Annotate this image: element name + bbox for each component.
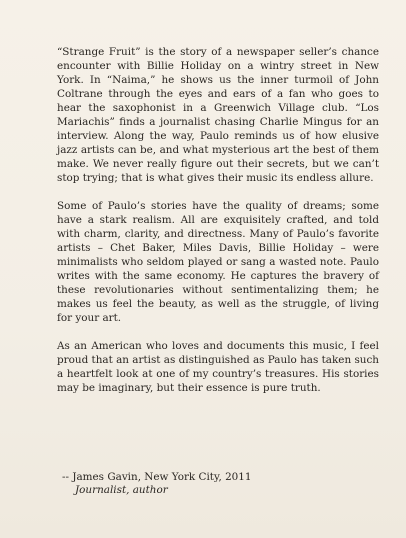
body-text xyxy=(57,45,379,409)
paragraph-2: Some of Paulo’s stories have the quality of dreams; some have a stark realism. All are exquisitely crafted, and told with charm, clarity, and directness. Many of Paulo’s favorite artists – Chet Baker, Miles Davis, Billie Holiday – were minimalists who seldom played or sang a wasted note. Paulo writes with the same economy. He captures the bravery of these revolutionaries without sentimentalizing them; he makes us feel the beauty, as well as the struggle, of living for your art. xyxy=(57,200,379,324)
paragraph-1: “Strange Fruit” is the story of a newspaper seller’s chance encounter with Billie Holiday on a wintry street in New York. In “Naima,” he shows us the inner turmoil of John Coltrane through the eyes and ears of a fan who goes to hear the saxophonist in a Greenwich Village club. “Los Mariachis” finds a journalist chasing Charlie Mingus for an interview. Along the way, Paulo reminds us of how elusive jazz artists can be, and what mysterious art the best of them make. We never really figure out their secrets, but we can’t stop trying; that is what gives their music its endless allure. xyxy=(57,46,379,184)
signature-role: Journalist, author xyxy=(75,484,168,496)
paragraph-3: As an American who loves and documents this music, I feel proud that an artist as distinguished as Paulo has taken such a heartfelt look at one of my country’s treasures. His stories may be imaginary, but their essence is pure truth. xyxy=(57,340,379,394)
signature-block xyxy=(62,471,252,497)
signature-line: -- James Gavin, New York City, 2011 xyxy=(62,471,252,483)
